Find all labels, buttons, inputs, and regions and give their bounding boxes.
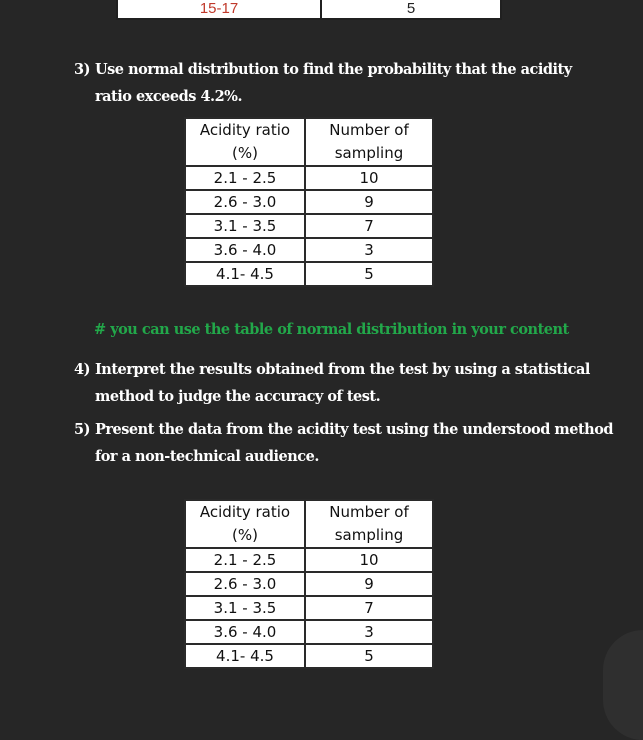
cell-range: 3.1 - 3.5 xyxy=(185,596,305,620)
header-acidity-ratio: Acidity ratio (%) xyxy=(185,500,305,548)
cell-count: 3 xyxy=(305,238,433,262)
table-row xyxy=(185,262,433,286)
question-4-line1: Interpret the results obtained from the test by using a statistical xyxy=(95,361,590,378)
header-number-of-sampling: Number of sampling xyxy=(305,118,433,166)
table-row xyxy=(185,644,433,668)
cell-count: 7 xyxy=(305,214,433,238)
hint-text: # you can use the table of normal distribution in your content xyxy=(94,321,569,338)
cell-count: 10 xyxy=(305,166,433,190)
question-3-line2: ratio exceeds 4.2%. xyxy=(95,88,243,105)
acidity-table-2 xyxy=(184,499,434,669)
previous-table-last-row xyxy=(116,0,502,20)
cell-count: 5 xyxy=(305,262,433,286)
cell-count: 3 xyxy=(305,620,433,644)
table-row xyxy=(185,572,433,596)
cell-count: 7 xyxy=(305,596,433,620)
question-5-line2: for a non-technical audience. xyxy=(95,448,319,465)
cell-range: 2.6 - 3.0 xyxy=(185,190,305,214)
table-row xyxy=(185,548,433,572)
question-5-line1: Present the data from the acidity test using the understood method xyxy=(95,421,614,438)
table-row xyxy=(185,214,433,238)
question-5 xyxy=(74,416,614,470)
cell-range: 2.1 - 2.5 xyxy=(185,166,305,190)
table-header-row xyxy=(185,118,433,166)
cell-count: 5 xyxy=(305,644,433,668)
question-4 xyxy=(74,356,614,410)
acidity-table-1 xyxy=(184,117,434,287)
cell-count: 9 xyxy=(305,572,433,596)
table-row xyxy=(185,238,433,262)
header-number-of-sampling: Number of sampling xyxy=(305,500,433,548)
question-3 xyxy=(74,56,614,110)
cell-range: 2.1 - 2.5 xyxy=(185,548,305,572)
table-row xyxy=(185,190,433,214)
question-3-line1: Use normal distribution to find the probability that the acidity xyxy=(95,61,572,78)
top-row-range: 15-17 xyxy=(118,0,322,18)
cell-count: 9 xyxy=(305,190,433,214)
cell-range: 4.1- 4.5 xyxy=(185,644,305,668)
header-acidity-ratio: Acidity ratio (%) xyxy=(185,118,305,166)
question-4-line2: method to judge the accuracy of test. xyxy=(95,388,381,405)
question-4-number: 4) xyxy=(74,361,90,378)
table-header-row xyxy=(185,500,433,548)
table-row xyxy=(185,596,433,620)
table-row xyxy=(185,166,433,190)
scroll-corner-decoration xyxy=(603,630,643,740)
top-row-count: 5 xyxy=(406,0,416,17)
question-5-number: 5) xyxy=(74,421,90,438)
cell-range: 3.1 - 3.5 xyxy=(185,214,305,238)
table-row xyxy=(185,620,433,644)
question-3-number: 3) xyxy=(74,61,90,78)
cell-range: 3.6 - 4.0 xyxy=(185,238,305,262)
cell-range: 3.6 - 4.0 xyxy=(185,620,305,644)
cell-range: 4.1- 4.5 xyxy=(185,262,305,286)
cell-range: 2.6 - 3.0 xyxy=(185,572,305,596)
cell-count: 10 xyxy=(305,548,433,572)
